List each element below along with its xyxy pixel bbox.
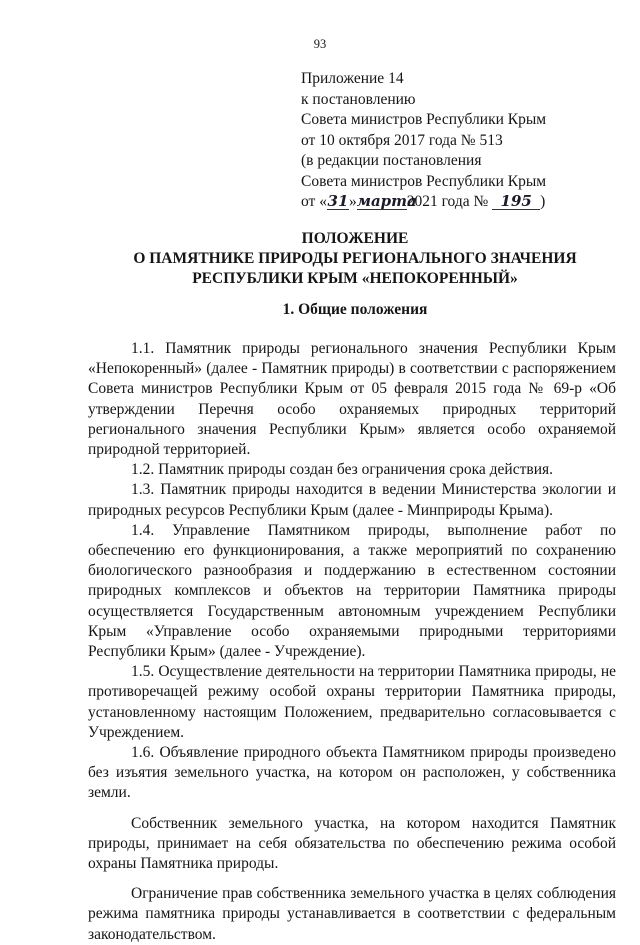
paragraph: 1.1. Памятник природы регионального значения Республики Крым «Непокоренный» (далее - Памятник природы) в соответствии с распоряжением Совета министров Республики Крым от 05 февраля 2015 года № 69-р «Об утверждении Перечня особо охраняемых природных территорий регионального значения Республики Крым» является особо охраняемой природной территорией. [88, 340, 616, 459]
section-heading: 1. Общие положения [282, 301, 428, 318]
handwritten-day: 31 [327, 192, 349, 210]
paragraph: 1.3. Памятник природы находится в ведении Министерства экологии и природных ресурсов Республики Крым (далее - Минприроды Крыма). [88, 481, 616, 519]
appendix-line: Совета министров Республики Крым [301, 111, 547, 128]
appendix-line: Совета министров Республики Крым [301, 172, 547, 190]
date-year: 2021 года № [406, 193, 489, 210]
appendix-line: Приложение 14 [301, 70, 404, 87]
appendix-block [301, 69, 591, 213]
paragraph: Собственник земельного участка, на котором находится Памятник природы, принимает на себя обязательства по обеспечению режима особой охраны Памятника природы. [88, 814, 616, 873]
paragraph: Ограничение прав собственника земельного участка в целях соблюдения режима памятника природы устанавливается в соответствии с федеральным законодательством. [88, 885, 616, 943]
page-number: 93 [313, 37, 327, 51]
paragraph: 1.6. Объявление природного объекта Памятником природы произведено без изъятия земельного участка, на котором он расположен, у собственника земли. [88, 744, 616, 802]
handwritten-number: 195 [492, 193, 540, 210]
appendix-date-line [301, 192, 591, 213]
handwritten-month: марта [356, 192, 417, 210]
title-line: ПОЛОЖЕНИЕ [301, 230, 409, 247]
appendix-line: (в редакции постановления [301, 152, 482, 169]
paragraph: 1.5. Осуществление деятельности на территории Памятника природы, не противоречащей режиму особой охраны территории Памятника природы, установленному настоящим Положением, предварительно согласовывается с Учреждением. [88, 663, 616, 741]
paragraph: 1.2. Памятник природы создан без ограничения срока действия. [131, 461, 553, 479]
document-title [60, 229, 640, 289]
title-line: РЕСПУБЛИКИ КРЫМ «НЕПОКОРЕННЫЙ» [192, 270, 518, 287]
title-line: О ПАМЯТНИКЕ ПРИРОДЫ РЕГИОНАЛЬНОГО ЗНАЧЕНИЯ [133, 250, 577, 267]
date-suffix: ) [540, 193, 546, 210]
appendix-line: к постановлению [301, 90, 416, 108]
date-prefix: от « [301, 193, 327, 210]
appendix-line: от 10 октября 2017 года № 513 [301, 131, 503, 149]
paragraph: 1.4. Управление Памятником природы, выполнение работ по обеспечению его функционирования, а также мероприятий по сохранению биологического разнообразия и поддержанию в естественном состоянии природных комплексов и объектов на территории Памятника природы осуществляется Государственным автономным учреждением Республики Крым «Управление особо охраняемыми природными территориями Республики Крым» (далее - Учреждение). [88, 521, 616, 661]
document-body [88, 339, 616, 945]
date-mid: » [348, 193, 357, 210]
